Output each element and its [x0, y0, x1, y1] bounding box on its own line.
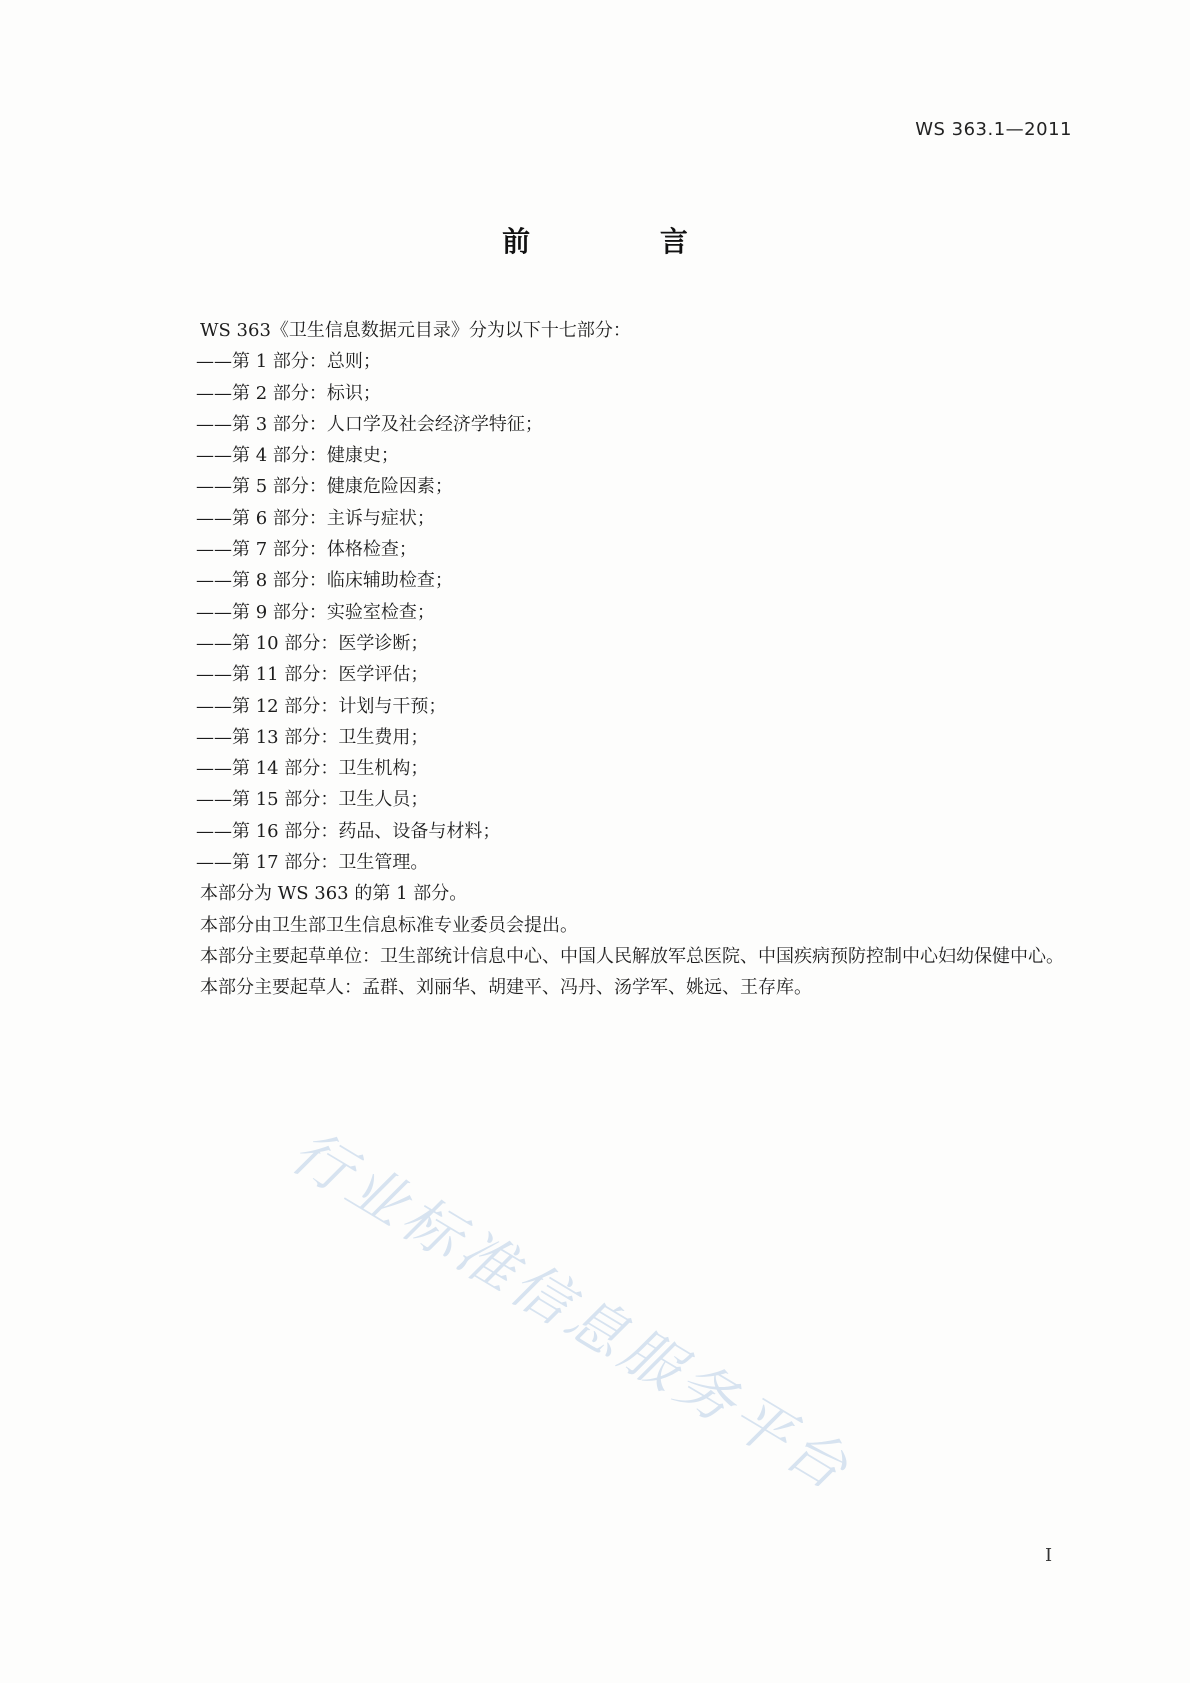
list-item: ——第 10 部分：医学诊断； — [196, 632, 429, 654]
list-item: ——第 16 部分：药品、设备与材料； — [196, 820, 501, 842]
list-item: ——第 9 部分：实验室检查； — [196, 601, 435, 623]
list-item: ——第 15 部分：卫生人员； — [196, 789, 429, 811]
list-item: ——第 1 部分：总则； — [196, 351, 381, 373]
paragraph-drafting-units: 本部分主要起草单位：卫生部统计信息中心、中国人民解放军总医院、中国疾病预防控制中心妇幼保健中心。 — [200, 945, 1064, 967]
paragraph-part-number: 本部分为 WS 363 的第 1 部分。 — [200, 883, 468, 905]
paragraph-drafters: 本部分主要起草人：孟群、刘丽华、胡建平、冯丹、汤学军、姚远、王存库。 — [200, 977, 812, 999]
page-title: 前 言 — [502, 225, 748, 258]
list-item: ——第 7 部分：体格检查； — [196, 539, 417, 561]
list-item: ——第 11 部分：医学评估； — [196, 664, 429, 686]
list-item: ——第 13 部分：卫生费用； — [196, 726, 429, 748]
list-item: ——第 14 部分：卫生机构； — [196, 758, 429, 780]
page-number: I — [1045, 1545, 1053, 1566]
list-item: ——第 8 部分：临床辅助检查； — [196, 570, 453, 592]
standard-code: WS 363.1—2011 — [915, 119, 1072, 140]
intro-line: WS 363《卫生信息数据元目录》分为以下十七部分： — [200, 320, 631, 341]
list-item: ——第 4 部分：健康史； — [196, 445, 399, 467]
list-item: ——第 12 部分：计划与干预； — [196, 695, 447, 717]
list-item: ——第 17 部分：卫生管理。 — [196, 852, 429, 874]
watermark-text: 行业标准信息服务平台 — [279, 1117, 864, 1506]
list-item: ——第 2 部分：标识； — [196, 382, 381, 404]
list-item: ——第 6 部分：主诉与症状； — [196, 507, 435, 529]
list-item: ——第 5 部分：健康危险因素； — [196, 476, 453, 498]
foreword-body — [158, 315, 1078, 1004]
paragraph-proposer: 本部分由卫生部卫生信息标准专业委员会提出。 — [200, 914, 578, 936]
list-item: ——第 3 部分：人口学及社会经济学特征； — [196, 413, 543, 435]
